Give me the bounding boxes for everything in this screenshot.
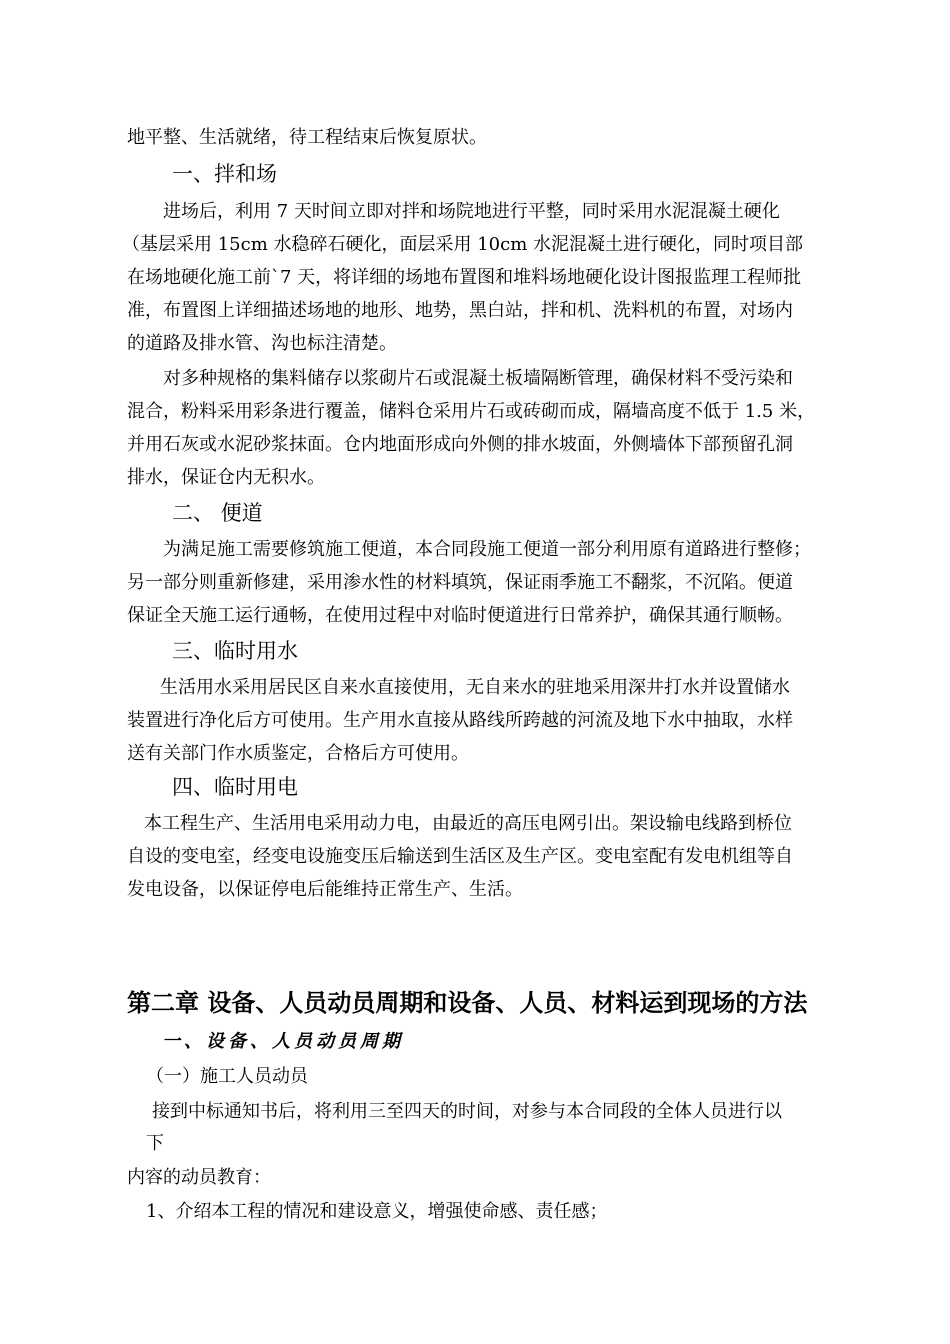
paragraph-line: 的道路及排水管、沟也标注清楚。 — [127, 333, 397, 354]
chapter-subheading: 一、设备、人员动员周期 — [162, 1031, 404, 1052]
paragraph-line: 为满足施工需要修筑施工便道，本合同段施工便道一部分利用原有道路进行整修； — [163, 539, 811, 560]
intro-line: 地平整、生活就绪，待工程结束后恢复原状。 — [127, 127, 487, 148]
chapter-title: 第二章 设备、人员动员周期和设备、人员、材料运到现场的方法 — [127, 989, 808, 1017]
paragraph-line: 在场地硬化施工前`7 天，将详细的场地布置图和堆料场地硬化设计图报监理工程师批 — [127, 267, 802, 288]
paragraph-line: 进场后，利用 7 天时间立即对拌和场院地进行平整，同时采用水泥混凝土硬化 — [163, 201, 780, 222]
paragraph-line: 生活用水采用居民区自来水直接使用，无自来水的驻地采用深井打水并设置储水 — [160, 677, 790, 698]
paragraph-line: 送有关部门作水质鉴定，合格后方可使用。 — [127, 743, 469, 764]
paragraph-line: 下 — [146, 1133, 164, 1154]
paragraph-line: 混合，粉料采用彩条进行覆盖，储料仓采用片石或砖砌而成，隔墙高度不低于 1.5 米， — [127, 401, 816, 422]
paragraph-line: 内容的动员教育： — [127, 1167, 271, 1188]
paragraph-line: 本工程生产、生活用电采用动力电，由最近的高压电网引出。架设输电线路到桥位 — [144, 813, 792, 834]
paragraph-line: 自设的变电室，经变电设施变压后输送到生活区及生产区。变电室配有发电机组等自 — [127, 846, 793, 867]
item-heading: （一）施工人员动员 — [146, 1066, 308, 1087]
section-heading-temporary-water: 三、临时用水 — [172, 639, 298, 663]
paragraph-line: 接到中标通知书后，将利用三至四天的时间，对参与本合同段的全体人员进行以 — [152, 1101, 782, 1122]
section-heading-temporary-power: 四、临时用电 — [172, 775, 298, 799]
section-heading-access-road: 二、 便道 — [172, 501, 263, 525]
paragraph-line: 保证全天施工运行通畅，在使用过程中对临时便道进行日常养护，确保其通行顺畅。 — [127, 605, 793, 626]
paragraph-line: 发电设备，以保证停电后能维持正常生产、生活。 — [127, 879, 523, 900]
list-item: 1、介绍本工程的情况和建设意义，增强使命感、责任感； — [146, 1201, 608, 1222]
paragraph-line: （基层采用 15cm 水稳碎石硬化，面层采用 10cm 水泥混凝土进行硬化，同时项目部 — [122, 234, 803, 255]
paragraph-line: 另一部分则重新修建，采用渗水性的材料填筑，保证雨季施工不翻浆，不沉陷。便道 — [127, 572, 793, 593]
paragraph-line: 排水，保证仓内无积水。 — [127, 467, 325, 488]
paragraph-line: 对多种规格的集料储存以浆砌片石或混凝土板墙隔断管理，确保材料不受污染和 — [163, 368, 793, 389]
paragraph-line: 装置进行净化后方可使用。生产用水直接从路线所跨越的河流及地下水中抽取，水样 — [127, 710, 793, 731]
paragraph-line: 准，布置图上详细描述场地的地形、地势，黑白站，拌和机、洗料机的布置，对场内 — [127, 300, 793, 321]
section-heading-mixing-plant: 一、拌和场 — [172, 162, 277, 186]
paragraph-line: 并用石灰或水泥砂浆抹面。仓内地面形成向外侧的排水坡面，外侧墙体下部预留孔洞 — [127, 434, 793, 455]
